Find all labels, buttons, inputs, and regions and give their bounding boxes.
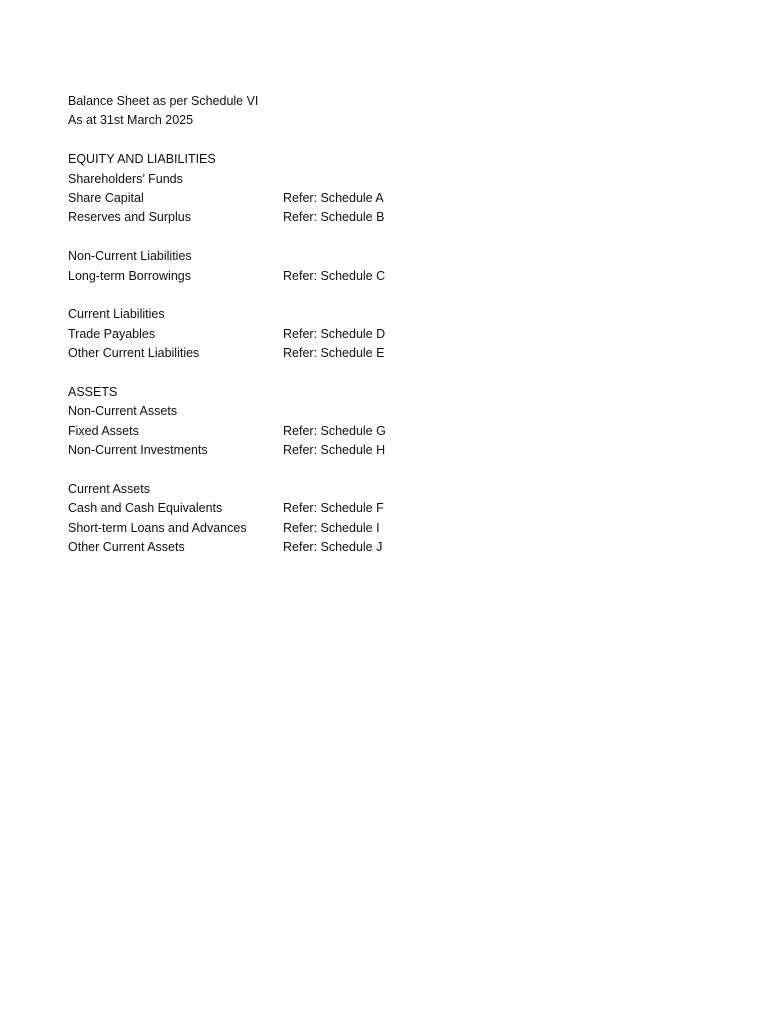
schedule-reference: Refer: Schedule H: [283, 443, 386, 458]
line-item-label: Non-Current Investments: [68, 443, 208, 458]
subsection-heading-non-current-assets: [68, 402, 488, 421]
line-item-label: Reserves and Surplus: [68, 210, 191, 225]
schedule-reference: Refer: Schedule C: [283, 268, 386, 283]
subsection-heading-current-assets: [68, 480, 488, 499]
spacer-row: [68, 363, 488, 382]
document-title: [68, 92, 488, 111]
line-item-label: Cash and Cash Equivalents: [68, 501, 223, 516]
spacer-row: [68, 228, 488, 247]
line-item-label: Other Current Liabilities: [68, 346, 200, 361]
subsection-heading-text: Non-Current Assets: [68, 404, 178, 419]
section-heading-equity-liabilities: [68, 150, 488, 169]
document-title-text: Balance Sheet as per Schedule VI: [68, 94, 259, 108]
line-item-other-current-liabilities: [68, 344, 488, 363]
schedule-reference: Refer: Schedule A: [283, 190, 384, 205]
spacer-row: [68, 460, 488, 479]
subsection-heading-non-current-liabilities: [68, 247, 488, 266]
spacer-row: [68, 131, 488, 150]
date-line-text: As at 31st March 2025: [68, 113, 194, 128]
line-item-short-term-loans-advances: [68, 519, 488, 538]
schedule-reference: Refer: Schedule J: [283, 539, 383, 554]
schedule-reference: Refer: Schedule G: [283, 423, 386, 438]
section-heading-assets: [68, 383, 488, 402]
section-heading-text: EQUITY AND LIABILITIES: [68, 152, 216, 167]
subsection-heading-shareholders-funds: [68, 170, 488, 189]
line-item-trade-payables: [68, 325, 488, 344]
subsection-heading-text: Current Liabilities: [68, 307, 165, 322]
line-item-label: Share Capital: [68, 190, 144, 205]
line-item-cash-equivalents: [68, 499, 488, 518]
date-line: [68, 111, 488, 130]
line-item-label: Other Current Assets: [68, 539, 185, 554]
line-item-label: Short-term Loans and Advances: [68, 520, 247, 535]
subsection-heading-text: Non-Current Liabilities: [68, 249, 192, 264]
line-item-non-current-investments: [68, 441, 488, 460]
schedule-reference: Refer: Schedule F: [283, 501, 384, 516]
subsection-heading-current-liabilities: [68, 305, 488, 324]
line-item-share-capital: [68, 189, 488, 208]
line-item-label: Fixed Assets: [68, 423, 139, 438]
section-heading-text: ASSETS: [68, 384, 118, 399]
schedule-reference: Refer: Schedule E: [283, 346, 385, 361]
schedule-reference: Refer: Schedule I: [283, 520, 380, 535]
balance-sheet: [68, 92, 488, 557]
line-item-label: Trade Payables: [68, 326, 156, 341]
spacer-row: [68, 286, 488, 305]
line-item-long-term-borrowings: [68, 267, 488, 286]
subsection-heading-text: Shareholders’ Funds: [68, 171, 183, 186]
subsection-heading-text: Current Assets: [68, 481, 150, 496]
line-item-other-current-assets: [68, 538, 488, 557]
line-item-fixed-assets: [68, 422, 488, 441]
line-item-label: Long-term Borrowings: [68, 268, 191, 283]
schedule-reference: Refer: Schedule B: [283, 210, 385, 225]
line-item-reserves-surplus: [68, 208, 488, 227]
schedule-reference: Refer: Schedule D: [283, 326, 386, 341]
